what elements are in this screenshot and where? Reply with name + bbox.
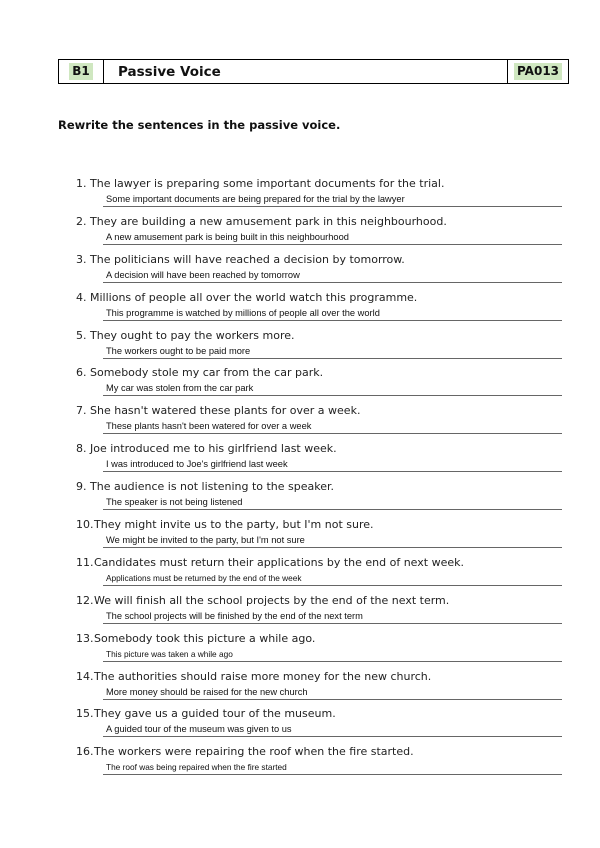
level-cell <box>59 60 104 83</box>
question-number: 6. <box>76 366 87 380</box>
answer-text: A decision will have been reached by tomorrow <box>106 269 300 280</box>
question-sentence: The authorities should raise more money for the new church. <box>94 669 432 683</box>
instructions: Rewrite the sentences in the passive voice. <box>58 118 341 132</box>
question-list <box>76 176 562 782</box>
question-text <box>76 403 360 418</box>
answer-text: Applications must be returned by the end of the week <box>106 572 302 583</box>
question-text <box>76 214 447 229</box>
question-item <box>76 631 562 669</box>
question-sentence: They are building a new amusement park in this neighbourhood. <box>90 214 447 228</box>
answer-line <box>103 661 562 662</box>
answer-line <box>103 320 562 321</box>
answer-text: The workers ought to be paid more <box>106 345 251 356</box>
worksheet-code-badge: PA013 <box>514 63 562 80</box>
answer-line <box>103 585 562 586</box>
question-item <box>76 214 562 252</box>
question-sentence: Millions of people all over the world watch this programme. <box>90 290 418 304</box>
question-text <box>76 176 444 191</box>
question-text <box>76 252 405 267</box>
question-text <box>76 479 334 494</box>
answer-line <box>103 395 562 396</box>
worksheet-title: Passive Voice <box>118 63 221 80</box>
answer-line <box>103 433 562 434</box>
question-item <box>76 176 562 214</box>
question-item <box>76 593 562 631</box>
question-text <box>76 365 323 380</box>
question-sentence: The lawyer is preparing some important documents for the trial. <box>90 177 445 190</box>
question-text <box>76 328 294 343</box>
question-sentence: Somebody took this picture a while ago. <box>94 631 316 645</box>
question-text <box>76 593 449 608</box>
question-sentence: The audience is not listening to the speaker. <box>90 480 335 494</box>
code-cell <box>508 60 568 83</box>
question-item <box>76 252 562 290</box>
question-number: 16. <box>76 745 94 759</box>
answer-text: The roof was being repaired when the fire started <box>106 762 287 773</box>
question-sentence: They gave us a guided tour of the museum. <box>94 707 336 721</box>
question-sentence: The workers were repairing the roof when the fire started. <box>94 745 414 759</box>
level-badge: B1 <box>69 63 93 80</box>
question-text <box>76 706 336 721</box>
question-sentence: Candidates must return their applications by the end of next week. <box>94 555 464 569</box>
question-number: 14. <box>76 669 94 683</box>
question-text <box>76 290 417 305</box>
question-number: 15. <box>76 707 94 721</box>
question-text <box>76 517 374 532</box>
question-sentence: She hasn't watered these plants for over a week. <box>90 404 361 418</box>
answer-text: Some important documents are being prepared for the trial by the lawyer <box>106 194 405 204</box>
question-sentence: Joe introduced me to his girlfriend last week. <box>90 442 337 456</box>
question-number: 9. <box>76 480 87 494</box>
question-item <box>76 441 562 479</box>
answer-line <box>103 736 562 737</box>
question-text <box>76 441 337 456</box>
question-number: 10. <box>76 518 94 532</box>
answer-text: We might be invited to the party, but I'm not sure <box>106 535 305 546</box>
answer-line <box>103 206 562 207</box>
question-item <box>76 403 562 441</box>
question-item <box>76 555 562 593</box>
question-number: 4. <box>76 290 87 304</box>
question-number: 2. <box>76 214 87 228</box>
question-number: 13. <box>76 631 94 645</box>
answer-text: The school projects will be finished by the end of the next term <box>106 610 363 621</box>
answer-line <box>103 282 562 283</box>
answer-line <box>103 471 562 472</box>
answer-text: My car was stolen from the car park <box>106 383 254 394</box>
answer-text: The speaker is not being listened <box>106 497 243 508</box>
question-sentence: Somebody stole my car from the car park. <box>90 366 324 380</box>
question-sentence: We will finish all the school projects by the end of the next term. <box>94 593 450 607</box>
question-text <box>76 669 431 684</box>
question-number: 1. <box>76 177 87 190</box>
answer-text: A guided tour of the museum was given to us <box>106 724 292 735</box>
worksheet-header <box>58 59 569 84</box>
question-sentence: The politicians will have reached a decision by tomorrow. <box>90 252 405 266</box>
answer-text: This picture was taken a while ago <box>106 648 233 659</box>
answer-text: More money should be raised for the new church <box>106 686 308 697</box>
question-number: 5. <box>76 328 87 342</box>
answer-text: I was introduced to Joe's girlfriend last week <box>106 459 288 470</box>
answer-line <box>103 699 562 700</box>
question-text <box>76 744 414 759</box>
question-item <box>76 479 562 517</box>
question-item <box>76 517 562 555</box>
question-item <box>76 365 562 403</box>
question-number: 11. <box>76 555 94 569</box>
answer-text: This programme is watched by millions of people all over the world <box>106 307 380 318</box>
answer-line <box>103 623 562 624</box>
question-sentence: They might invite us to the party, but I'm not sure. <box>94 518 374 532</box>
question-item <box>76 744 562 782</box>
answer-line <box>103 774 562 775</box>
question-item <box>76 328 562 366</box>
answer-line <box>103 358 562 359</box>
answer-line <box>103 547 562 548</box>
question-item <box>76 290 562 328</box>
question-number: 3. <box>76 252 87 266</box>
question-item <box>76 669 562 707</box>
question-number: 7. <box>76 404 87 418</box>
question-text <box>76 631 315 646</box>
question-number: 8. <box>76 442 87 456</box>
question-number: 12. <box>76 593 94 607</box>
title-cell <box>104 60 508 83</box>
answer-line <box>103 509 562 510</box>
answer-text: A new amusement park is being built in this neighbourhood <box>106 231 349 242</box>
answer-line <box>103 244 562 245</box>
question-sentence: They ought to pay the workers more. <box>90 328 295 342</box>
answer-text: These plants hasn't been watered for over a week <box>106 421 312 432</box>
question-item <box>76 706 562 744</box>
question-text <box>76 555 464 570</box>
